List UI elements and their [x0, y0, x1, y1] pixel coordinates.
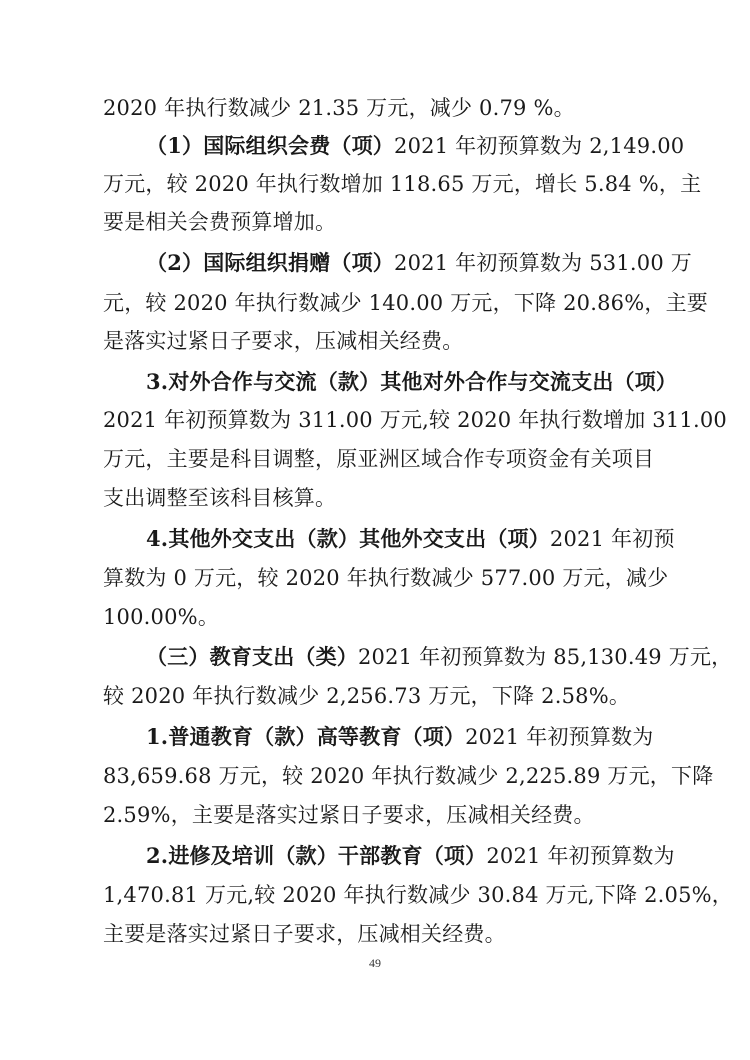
paragraph-line: [103, 203, 639, 241]
line-text: 要是相关会费预算增加。: [103, 210, 337, 234]
line-text: 万元，主要是科目调整，原亚洲区域合作专项资金有关项目: [103, 447, 655, 471]
line-heading: 2.进修及培训（款）干部教育（项）: [146, 843, 487, 868]
paragraph-line: [146, 837, 675, 875]
paragraph-line: [146, 718, 654, 756]
paragraph-line: [103, 479, 639, 517]
paragraph-line: [103, 757, 714, 795]
line-text: 元，较 2020 年执行数减少 140.00 万元，下降 20.86%，主要: [103, 291, 708, 315]
paragraph-line: [146, 520, 675, 558]
paragraph-line: [103, 165, 702, 203]
paragraph-line: [103, 677, 639, 715]
line-heading: （1）国际组织会费（项）: [146, 133, 395, 158]
line-text: 1,470.81 万元,较 2020 年执行数减少 30.84 万元,下降 2.05%，: [103, 883, 733, 907]
line-text: 主要是落实过紧日子要求，压减相关经费。: [103, 922, 506, 946]
paragraph-line: [103, 284, 708, 322]
paragraph-line: [103, 598, 639, 636]
line-text: 算数为 0 万元，较 2020 年执行数减少 577.00 万元，减少: [103, 566, 669, 590]
line-text: 2.59%，主要是落实过紧日子要求，压减相关经费。: [103, 803, 595, 827]
line-text: 2021 年初预算数为 2,149.00: [394, 134, 685, 158]
line-heading: 1.普通教育（款）高等教育（项）: [146, 724, 466, 749]
paragraph-line: [146, 244, 692, 282]
page-number: 49: [369, 956, 381, 970]
line-text: 2021 年初预算数为 531.00 万: [394, 251, 692, 275]
line-heading: （三）教育支出（类）: [146, 644, 358, 669]
paragraph-line: [103, 559, 669, 597]
line-heading: 3.对外合作与交流（款）其他对外合作与交流支出（项）: [146, 369, 678, 394]
line-text: 2021 年初预算数为: [486, 844, 675, 868]
paragraph-line: [146, 638, 733, 676]
line-text: 2021 年初预算数为 311.00 万元,较 2020 年执行数增加 311.00: [103, 408, 727, 432]
line-text: 2021 年初预算数为 85,130.49 万元，: [358, 645, 733, 669]
line-heading: 4.其他外交支出（款）其他外交支出（项）: [146, 526, 550, 551]
line-text: 100.00%。: [103, 605, 220, 629]
paragraph-line: [103, 322, 639, 360]
line-text: 83,659.68 万元，较 2020 年执行数减少 2,225.89 万元，下降: [103, 764, 714, 788]
line-heading: （2）国际组织捐赠（项）: [146, 250, 395, 275]
paragraph-line: [103, 401, 727, 439]
paragraph-line: [103, 440, 655, 478]
line-text: 2021 年初预: [549, 527, 675, 551]
line-text: 支出调整至该科目核算。: [103, 486, 337, 510]
paragraph-line: [103, 876, 733, 914]
paragraph-line: [103, 915, 639, 953]
paragraph-line: [103, 796, 639, 834]
line-text: 2020 年执行数减少 21.35 万元，减少 0.79 %。: [103, 96, 575, 120]
paragraph-line: [103, 89, 639, 127]
paragraph-line: [146, 363, 678, 401]
line-text: 2021 年初预算数为: [465, 725, 654, 749]
line-text: 较 2020 年执行数减少 2,256.73 万元，下降 2.58%。: [103, 684, 631, 708]
line-text: 万元，较 2020 年执行数增加 118.65 万元，增长 5.84 %，主: [103, 172, 702, 196]
paragraph-line: [146, 127, 685, 165]
line-text: 是落实过紧日子要求，压减相关经费。: [103, 329, 464, 353]
